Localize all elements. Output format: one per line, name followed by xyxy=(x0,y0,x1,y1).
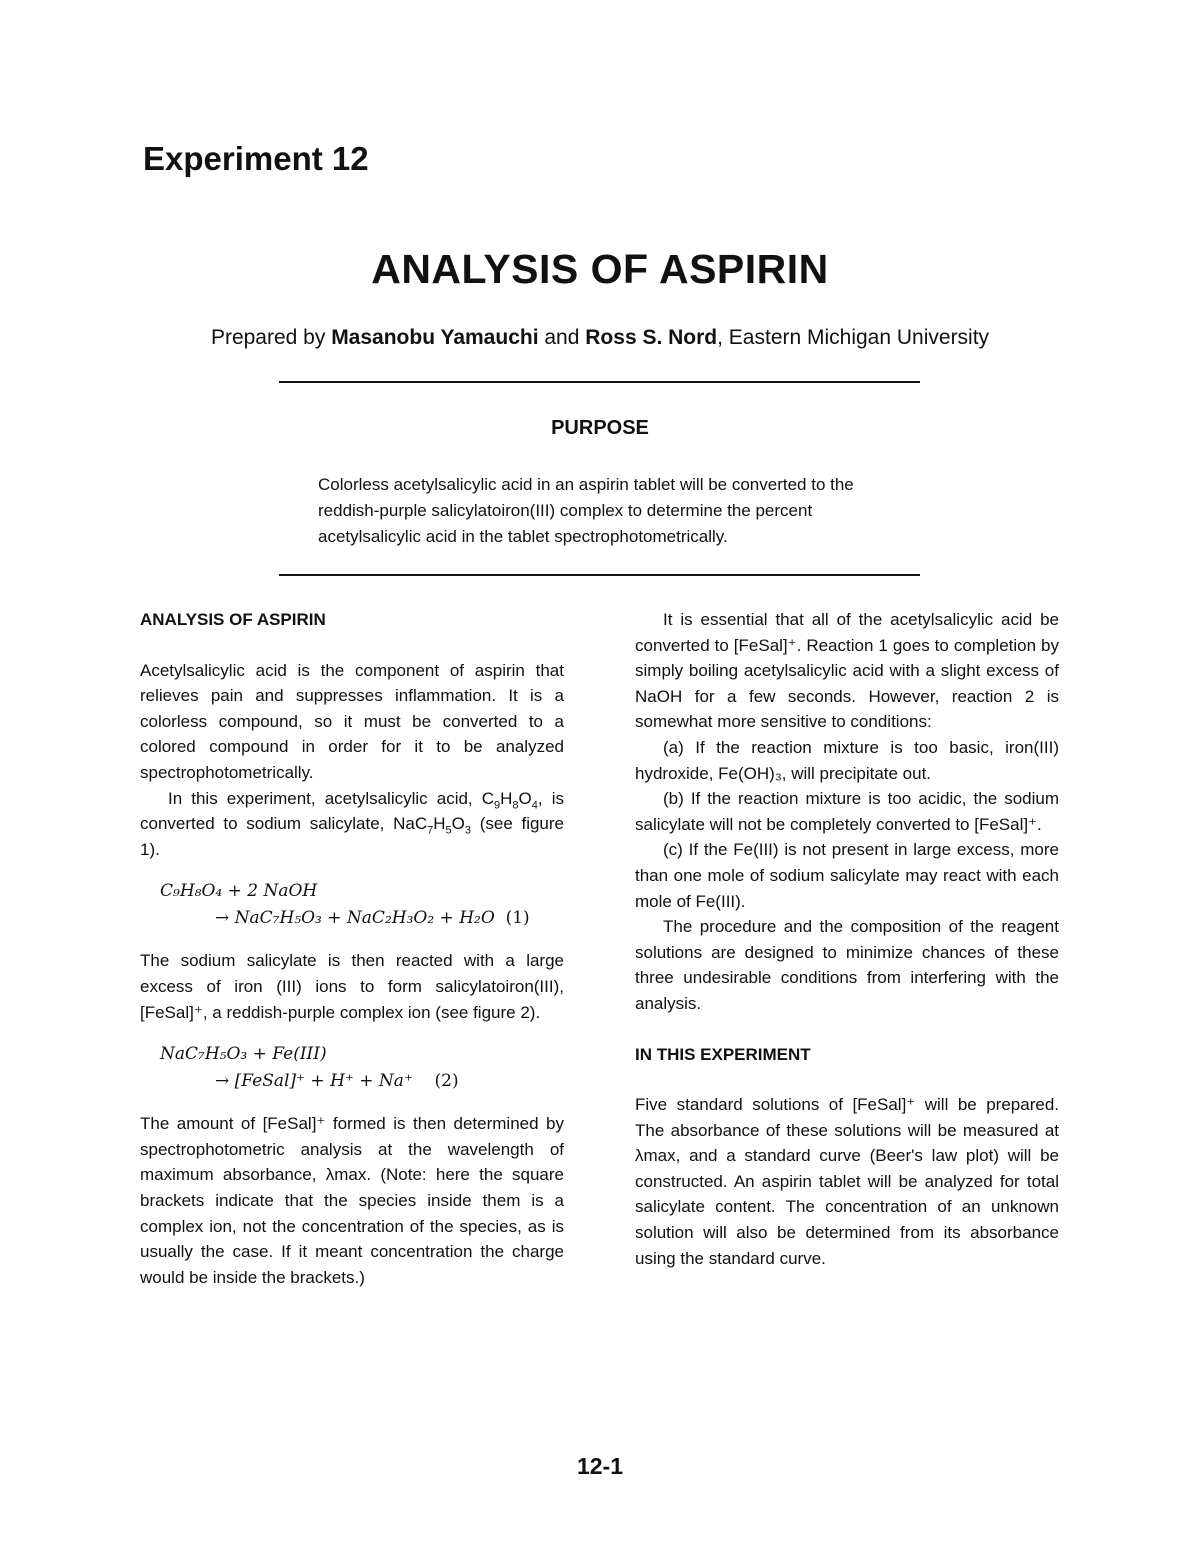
left-column xyxy=(140,607,564,1290)
paragraph: Acetylsalicylic acid is the component of aspirin that relieves pain and suppresses inflammation. It is a colorless compound, so it must be converted to a colored compound in order for it to be analyzed spectrophotometrically. xyxy=(140,660,564,782)
equation-2-line-2: → [FeSal]⁺ + H⁺ + Na⁺ xyxy=(215,1071,413,1092)
equation-1-line-1: C₉H₈O₄ + 2 NaOH xyxy=(160,881,318,902)
byline-prefix: Prepared by xyxy=(210,326,332,349)
paragraph-condition-b: (b) If the reaction mixture is too acidic, the sodium salicylate will not be completely converted to [FeSal]⁺. xyxy=(635,789,1059,834)
author-2: Ross S. Nord xyxy=(585,326,718,349)
equation-1-number: (1) xyxy=(505,908,530,929)
equation-1 xyxy=(160,878,564,932)
equation-2-number: (2) xyxy=(434,1071,459,1092)
document-title: ANALYSIS OF ASPIRIN xyxy=(371,246,829,292)
byline-and: and xyxy=(538,326,586,349)
paragraph: The amount of [FeSal]⁺ formed is then determined by spectrophotometric analysis at the wavelength of maximum absorbance, λmax. (Note: here the square brackets indicate that the species inside them is a complex ion, not the concentration of the species, as is usually the case. If it meant concentration the charge would be inside the brackets.) xyxy=(140,1114,564,1287)
paragraph: Five standard solutions of [FeSal]⁺ will be prepared. The absorbance of these solutions will be measured at λmax, and a standard curve (Beer's law plot) will be constructed. An aspirin tablet will be analyzed for total salicylate content. The concentration of an unknown solution will also be determined from its absorbance using the standard curve. xyxy=(635,1095,1059,1268)
paragraph-condition-a: (a) If the reaction mixture is too basic, iron(III) hydroxide, Fe(OH)₃, will precipitate out. xyxy=(635,737,1059,783)
byline-suffix: , Eastern Michigan University xyxy=(717,326,990,349)
paragraph-formulas: In this experiment, acetylsalicylic acid, $C_9H_8O_4$, is converted to sodium salicylate, $NaC_7H_5O_3$ (see figure 1). xyxy=(140,788,564,859)
section-heading-analysis: ANALYSIS OF ASPIRIN xyxy=(140,610,326,629)
equation-2-line-1: NaC₇H₅O₃ + Fe(III) xyxy=(160,1044,327,1065)
page-number: 12-1 xyxy=(576,1453,624,1479)
bottom-rule xyxy=(279,574,920,576)
experiment-number: Experiment 12 xyxy=(143,140,369,177)
paragraph: The sodium salicylate is then reacted with a large excess of iron (III) ions to form salicylatoiron(III), [FeSal]⁺, a reddish-purple complex ion (see figure 2). xyxy=(140,951,564,1022)
section-heading-in-this-experiment: IN THIS EXPERIMENT xyxy=(635,1044,811,1064)
paragraph: It is essential that all of the acetylsalicylic acid be converted to [FeSal]⁺. Reaction 1 goes to completion by simply boiling acetylsalicylic acid with a slight excess of NaOH for a few seconds. However, reaction 2 is somewhat more sensitive to conditions: xyxy=(635,610,1059,732)
purpose-heading: PURPOSE xyxy=(551,417,649,439)
equation-2 xyxy=(160,1041,564,1095)
purpose-text: Colorless acetylsalicylic acid in an aspirin tablet will be converted to the reddish-purple salicylatoiron(III) complex to determine the percent acetylsalicylic acid in the tablet spectrophotometrically. xyxy=(318,475,854,546)
top-rule xyxy=(279,381,920,383)
equation-1-line-2: → NaC₇H₅O₃ + NaC₂H₃O₂ + H₂O xyxy=(215,908,495,929)
paragraph: The procedure and the composition of the reagent solutions are designed to minimize chances of these three undesirable conditions from interfering with the analysis. xyxy=(635,917,1059,1013)
paragraph-condition-c: (c) If the Fe(III) is not present in large excess, more than one mole of sodium salicylate may react with each mole of Fe(III). xyxy=(635,840,1059,911)
author-1: Masanobu Yamauchi xyxy=(331,326,539,349)
right-column xyxy=(635,607,1059,1271)
byline xyxy=(0,326,1200,350)
